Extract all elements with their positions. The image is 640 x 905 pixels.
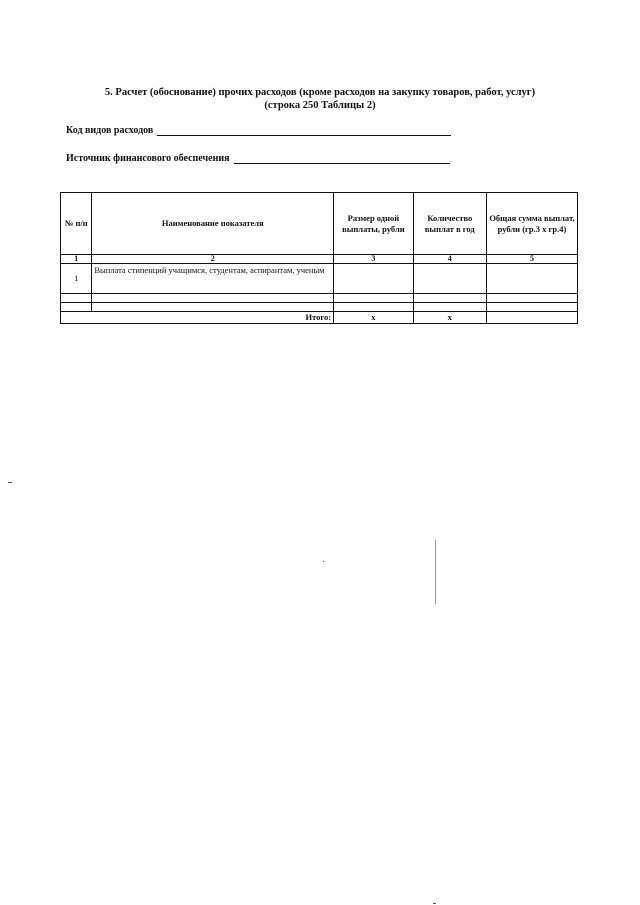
total-col3: х	[334, 312, 414, 324]
total-row	[61, 312, 578, 324]
header-payment-size: Размер одной выплаты, рубли	[334, 193, 414, 255]
total-label: Итого:	[61, 312, 334, 324]
column-number: 5	[486, 255, 577, 264]
expense-code-label: Код видов расходов	[66, 125, 154, 136]
table-row	[61, 303, 578, 312]
table-cell	[486, 264, 577, 294]
table-cell	[413, 303, 486, 312]
funding-source-field	[66, 153, 450, 164]
header-total-sum: Общая сумма выплат, рубли (гр.3 х гр.4)	[486, 193, 577, 255]
table-row	[61, 294, 578, 303]
header-payments-count: Количество выплат в год	[413, 193, 486, 255]
expenses-table	[60, 192, 578, 324]
table-cell	[92, 294, 334, 303]
column-number-row	[61, 255, 578, 264]
table-cell	[413, 264, 486, 294]
table-cell: 1	[61, 264, 92, 294]
table-cell	[334, 294, 414, 303]
table-cell	[334, 264, 414, 294]
column-number: 2	[92, 255, 334, 264]
table-header-row	[61, 193, 578, 255]
expense-code-field	[66, 125, 451, 136]
expense-code-line	[157, 125, 451, 136]
table-cell	[413, 294, 486, 303]
table-cell	[334, 303, 414, 312]
table-cell	[92, 303, 334, 312]
form-heading-line1: 5. Расчет (обоснование) прочих расходов (кроме расходов на закупку товаров, работ, услуг)	[104, 87, 536, 98]
column-number: 4	[413, 255, 486, 264]
table-cell	[486, 303, 577, 312]
table-cell	[486, 294, 577, 303]
total-col5	[486, 312, 577, 324]
form-heading	[60, 86, 580, 112]
form-heading-line2: (строка 250 Таблицы 2)	[264, 100, 376, 111]
header-number: № п/п	[61, 193, 92, 255]
table-cell	[61, 294, 92, 303]
total-col4: х	[413, 312, 486, 324]
scan-artifact-line	[435, 540, 436, 604]
funding-source-label: Источник финансового обеспечения	[66, 153, 230, 164]
table-cell: Выплата стипенций учащимся, студентам, аспирантам, ученым	[92, 264, 334, 294]
header-indicator-name: Наименование показателя	[92, 193, 334, 255]
table-row	[61, 264, 578, 294]
scan-artifact-dot	[323, 561, 324, 562]
scan-artifact-dot	[433, 903, 436, 904]
column-number: 3	[334, 255, 414, 264]
scan-artifact-dash	[8, 482, 12, 483]
funding-source-line	[234, 153, 450, 164]
table-cell	[61, 303, 92, 312]
column-number: 1	[61, 255, 92, 264]
